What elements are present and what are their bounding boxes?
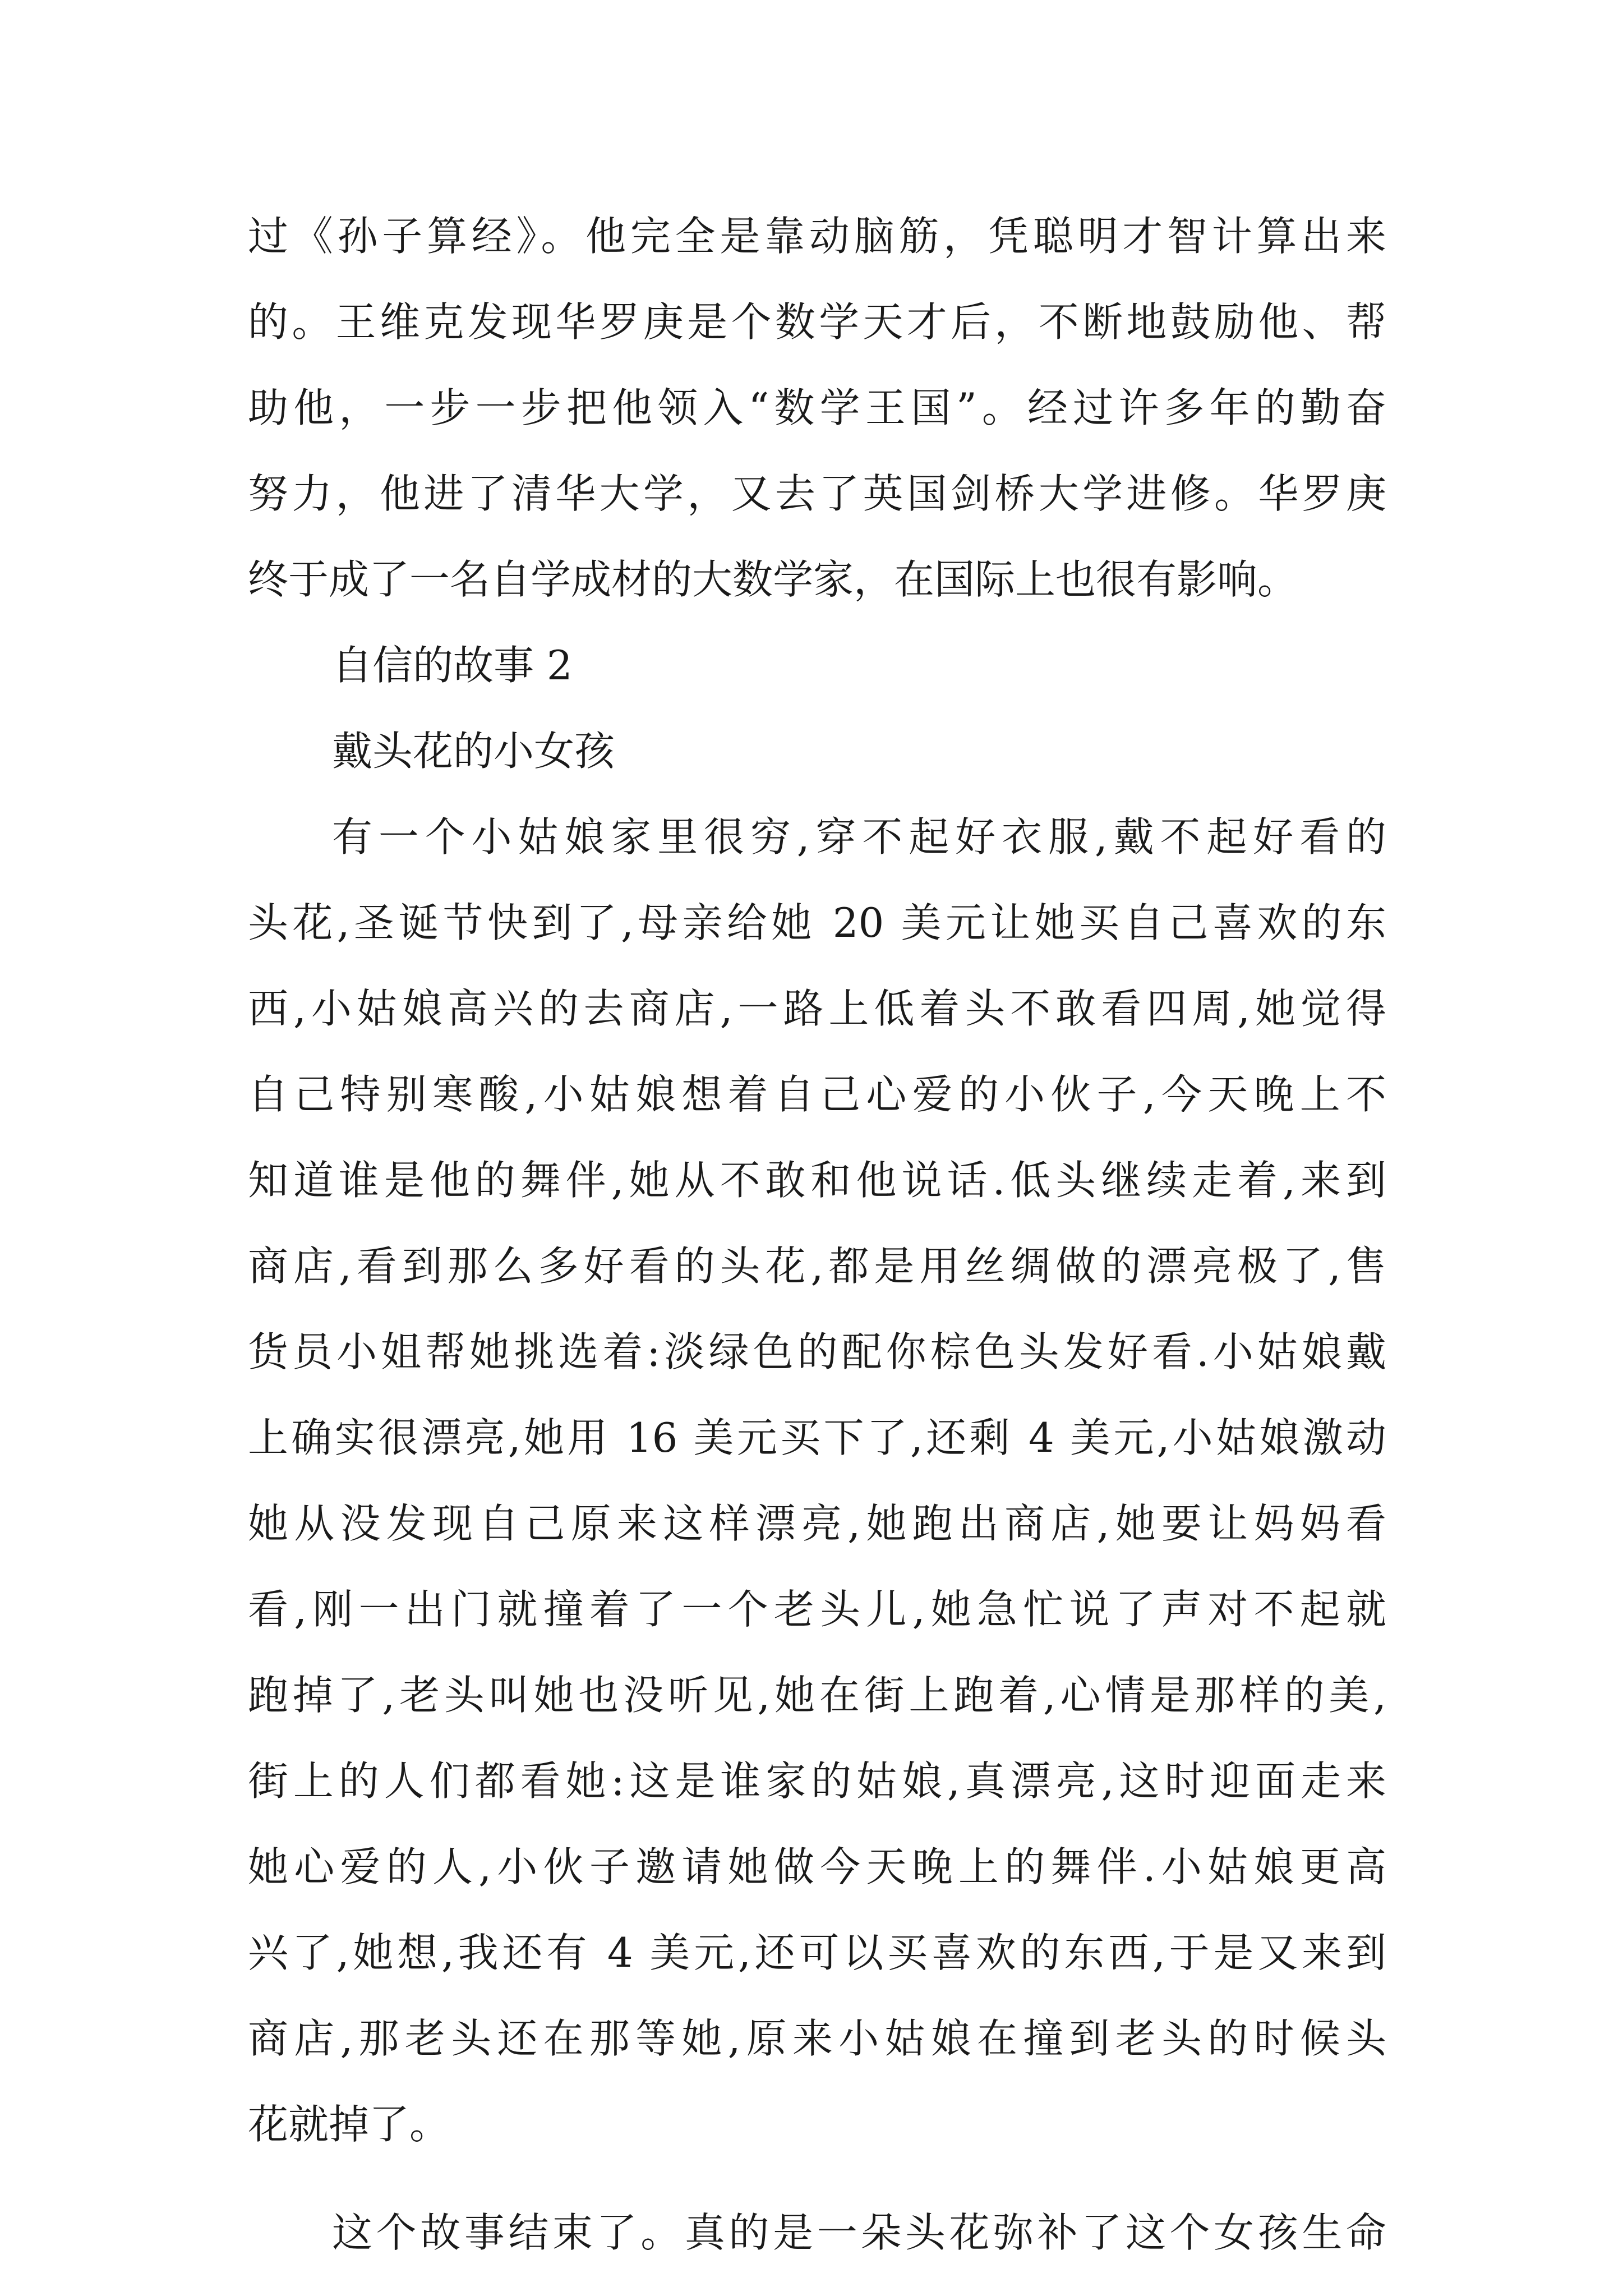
text-line: 上确实很漂亮,她用 16 美元买下了,还剩 4 美元,小姑娘激动 bbox=[248, 1414, 1386, 1461]
text-line: 兴了,她想,我还有 4 美元,还可以买喜欢的东西,于是又来到 bbox=[248, 1929, 1386, 1976]
text-line: 花就掉了。 bbox=[248, 2101, 450, 2148]
section-heading: 自信的故事 2 bbox=[332, 642, 573, 689]
text-line: 她心爱的人,小伙子邀请她做今天晚上的舞伴.小姑娘更高 bbox=[248, 1843, 1386, 1890]
paragraph-gap bbox=[248, 2168, 1386, 2190]
text-line: 知道谁是他的舞伴,她从不敢和他说话.低头继续走着,来到 bbox=[248, 1157, 1386, 1204]
story-title: 戴头花的小女孩 bbox=[332, 728, 615, 775]
text-line: 的。王维克发现华罗庚是个数学天才后，不断地鼓励他、帮 bbox=[248, 298, 1386, 346]
document-body bbox=[248, 194, 1386, 2276]
text-line: 这个故事结束了。真的是一朵头花弥补了这个女孩生命 bbox=[332, 2209, 1386, 2256]
text-line: 自己特别寒酸,小姑娘想着自己心爱的小伙子,今天晚上不 bbox=[248, 1071, 1386, 1118]
text-line: 跑掉了,老头叫她也没听见,她在街上跑着,心情是那样的美, bbox=[248, 1672, 1386, 1719]
paragraph-conclusion bbox=[248, 2190, 1386, 2276]
text-line: 商店,看到那么多好看的头花,都是用丝绸做的漂亮极了,售 bbox=[248, 1243, 1386, 1290]
text-line: 街上的人们都看她:这是谁家的姑娘,真漂亮,这时迎面走来 bbox=[248, 1757, 1386, 1805]
text-line: 看,刚一出门就撞着了一个老头儿,她急忙说了声对不起就 bbox=[248, 1586, 1386, 1633]
text-line: 西,小姑娘高兴的去商店,一路上低着头不敢看四周,她觉得 bbox=[248, 985, 1386, 1032]
text-line: 终于成了一名自学成材的大数学家，在国际上也很有影响。 bbox=[248, 556, 1298, 603]
text-line: 头花,圣诞节快到了,母亲给她 20 美元让她买自己喜欢的东 bbox=[248, 899, 1386, 946]
text-line: 有一个小姑娘家里很穷,穿不起好衣服,戴不起好看的 bbox=[332, 813, 1386, 861]
text-line: 过《孙子算经》。他完全是靠动脑筋，凭聪明才智计算出来 bbox=[248, 213, 1386, 260]
paragraph-hua-luogeng bbox=[248, 194, 1386, 623]
text-line: 她从没发现自己原来这样漂亮,她跑出商店,她要让妈妈看 bbox=[248, 1500, 1386, 1547]
text-line: 助他，一步一步把他领入“数学王国”。经过许多年的勤奋 bbox=[248, 384, 1386, 431]
text-line: 努力，他进了清华大学，又去了英国剑桥大学进修。华罗庚 bbox=[248, 470, 1386, 517]
paragraph-story bbox=[248, 794, 1386, 2168]
text-line: 商店,那老头还在那等她,原来小姑娘在撞到老头的时候头 bbox=[248, 2015, 1386, 2062]
text-line: 货员小姐帮她挑选着:淡绿色的配你棕色头发好看.小姑娘戴 bbox=[248, 1328, 1386, 1375]
